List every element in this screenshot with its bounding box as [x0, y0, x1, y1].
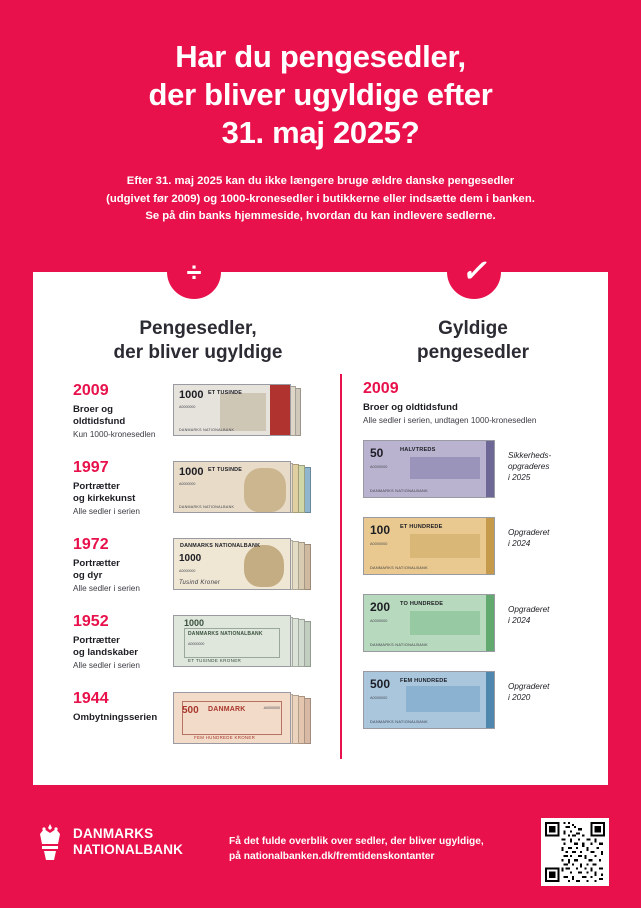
upgrade-tag-line: i 2024 — [508, 539, 531, 549]
note-serial: A0000000 — [188, 642, 205, 646]
note-issuer: ET TUSINDE KRONER — [188, 658, 242, 663]
note-issuer: DANMARKS NATIONALBANK — [370, 643, 428, 647]
qr-code[interactable] — [541, 818, 609, 886]
note-denomination-text: ET TUSINDE — [208, 390, 243, 396]
note-denomination-text: FEM HUNDREDE — [400, 678, 448, 684]
poster-header — [0, 0, 641, 226]
valid-column-heading — [353, 317, 593, 366]
series-name-line: Broer og oldtidsfund — [73, 403, 126, 427]
banknote-stack — [173, 455, 333, 521]
note-denomination: 1000 — [184, 618, 205, 628]
crown-icon — [36, 822, 64, 862]
series-note: Kun 1000-kronesedlen — [73, 429, 156, 439]
list-item — [73, 380, 341, 457]
upgrade-tag-line: i 2025 — [508, 473, 531, 483]
divide-icon — [167, 245, 221, 299]
footer-copy-line-2: på nationalbanken.dk/fremtidenskontanter — [229, 850, 435, 862]
upgrade-tag-line: Opgraderet — [508, 605, 550, 614]
valid-series-list — [363, 380, 593, 744]
series-year: 1944 — [73, 690, 109, 707]
note-denomination-text: ET HUNDREDE — [400, 524, 443, 530]
valid-heading-line-2: pengesedler — [417, 342, 529, 364]
note-issuer: DANMARKS NATIONALBANK — [370, 489, 428, 493]
subtitle — [106, 173, 536, 226]
note-serial: A0000000 — [263, 706, 280, 710]
series-note: Alle sedler i serien, undtagen 1000-kronesedlen — [363, 415, 537, 425]
series-name — [73, 481, 165, 505]
note-issuer: DANMARKS NATIONALBANK — [370, 720, 428, 724]
series-name — [363, 402, 593, 414]
note-denomination: 1000 — [179, 389, 204, 401]
note-serial: A0000000 — [370, 696, 388, 700]
note-denomination: 1000 — [179, 466, 204, 478]
note-denomination: 500 — [182, 705, 199, 716]
note-issuer: DANMARKS NATIONALBANK — [179, 505, 235, 509]
note-serial: A0000000 — [179, 405, 196, 409]
series-note: Alle sedler i serien — [73, 506, 140, 516]
note-denomination-text: TO HUNDREDE — [400, 601, 444, 607]
note-denomination-text: DANMARKS NATIONALBANK — [188, 631, 263, 637]
list-item — [73, 534, 341, 611]
invalid-column-heading — [53, 317, 343, 366]
title-line-3: 31. maj 2025? — [221, 114, 420, 150]
invalid-heading-line-2: der bliver ugyldige — [113, 342, 283, 364]
series-name-line: og dyr — [73, 569, 103, 581]
series-year: 2009 — [73, 382, 109, 399]
subtitle-line-2: (udgivet før 2009) og 1000-kronesedler i butikkerne eller indsætte dem i banken. — [106, 192, 535, 205]
check-icon — [447, 245, 501, 299]
series-name-line: Ombytningsserien — [73, 711, 158, 723]
banknote-500 — [363, 671, 495, 729]
upgrade-tag — [508, 450, 593, 483]
list-item — [363, 436, 593, 513]
upgrade-tag-line: i 2024 — [508, 616, 531, 626]
series-name-line: og landskaber — [73, 646, 139, 658]
invalid-series-list — [73, 380, 341, 765]
note-issuer: Tusind Kroner — [179, 580, 221, 586]
note-issuer: FEM HUNDREDE KRONER — [194, 735, 256, 740]
note-denomination: 200 — [370, 600, 391, 614]
series-name-line: Portrætter — [73, 480, 120, 492]
banknote-200 — [363, 594, 495, 652]
note-serial: A0000000 — [370, 465, 388, 469]
series-name — [73, 712, 165, 724]
note-denomination: 500 — [370, 677, 391, 691]
series-year: 1997 — [73, 459, 109, 476]
divide-glyph: ÷ — [186, 256, 202, 287]
series-name-line: og kirkekunst — [73, 492, 136, 504]
note-denomination-text: ET TUSINDE — [208, 467, 243, 473]
comparison-card — [33, 255, 608, 785]
upgrade-tag-line: Opgraderet — [508, 682, 550, 691]
list-item — [73, 611, 341, 688]
series-name — [73, 635, 165, 659]
series-name-line: Portrætter — [73, 557, 120, 569]
footer-copy-line-1: Få det fulde overblik over sedler, der bliver ugyldige, — [229, 836, 484, 847]
footer-copy — [229, 835, 539, 865]
logo-text — [73, 826, 183, 858]
note-serial: A0000000 — [370, 542, 388, 546]
upgrade-tag-line: opgraderes — [508, 462, 550, 472]
note-issuer: DANMARKS NATIONALBANK — [370, 566, 428, 570]
list-item — [73, 688, 341, 765]
check-glyph: ✓ — [461, 255, 487, 288]
title-line-2: der bliver ugyldige efter — [148, 76, 493, 112]
valid-heading-line-1: Gyldige — [438, 318, 508, 339]
valid-series-header — [363, 380, 593, 436]
upgrade-tag-line: Sikkerheds- — [508, 451, 552, 460]
nationalbank-logo — [36, 822, 183, 862]
series-note: Alle sedler i serien — [73, 583, 140, 593]
subtitle-line-3: Se på din banks hjemmeside, hvordan du kan indlevere sedlerne. — [145, 210, 496, 223]
list-item — [363, 513, 593, 590]
banknote-stack — [173, 378, 333, 444]
page-title — [40, 38, 601, 151]
series-name — [73, 558, 165, 582]
subtitle-line-1: Efter 31. maj 2025 kan du ikke længere bruge ældre danske pengesedler — [126, 175, 515, 188]
title-line-1: Har du pengesedler, — [175, 39, 466, 74]
note-denomination-text: HALVTREDS — [400, 447, 436, 453]
note-denomination: 100 — [370, 523, 391, 537]
series-note: Alle sedler i serien — [73, 660, 140, 670]
invalid-heading-line-1: Pengesedler, — [139, 318, 257, 339]
banknote-stack — [173, 686, 333, 752]
note-denomination-text: DANMARK — [208, 706, 246, 713]
series-name — [73, 404, 165, 428]
banknote-stack — [173, 532, 333, 598]
note-serial: A0000000 — [370, 619, 388, 623]
banknote-100 — [363, 517, 495, 575]
logo-line-2: NATIONALBANK — [73, 842, 184, 857]
note-serial: A0000000 — [179, 569, 196, 573]
note-denomination: 50 — [370, 446, 384, 460]
upgrade-tag — [508, 604, 593, 626]
note-denomination: 1000 — [179, 553, 202, 564]
note-issuer: DANMARKS NATIONALBANK — [179, 428, 235, 432]
series-year: 1972 — [73, 536, 109, 553]
banknote-50 — [363, 440, 495, 498]
upgrade-tag-line: Opgraderet — [508, 528, 550, 537]
banknote-stack — [173, 609, 333, 675]
list-item — [363, 667, 593, 744]
list-item — [73, 457, 341, 534]
note-serial: A0000000 — [179, 482, 196, 486]
note-denomination-text: DANMARKS NATIONALBANK — [180, 543, 261, 549]
list-item — [363, 590, 593, 667]
series-name-line: Portrætter — [73, 634, 120, 646]
upgrade-tag — [508, 681, 593, 703]
series-name-line: Broer og oldtidsfund — [363, 401, 458, 413]
upgrade-tag-line: i 2020 — [508, 693, 531, 703]
logo-line-1: DANMARKS — [73, 826, 154, 842]
upgrade-tag — [508, 527, 593, 549]
qr-code-svg — [545, 822, 605, 882]
series-year: 2009 — [363, 380, 399, 397]
series-year: 1952 — [73, 613, 109, 630]
